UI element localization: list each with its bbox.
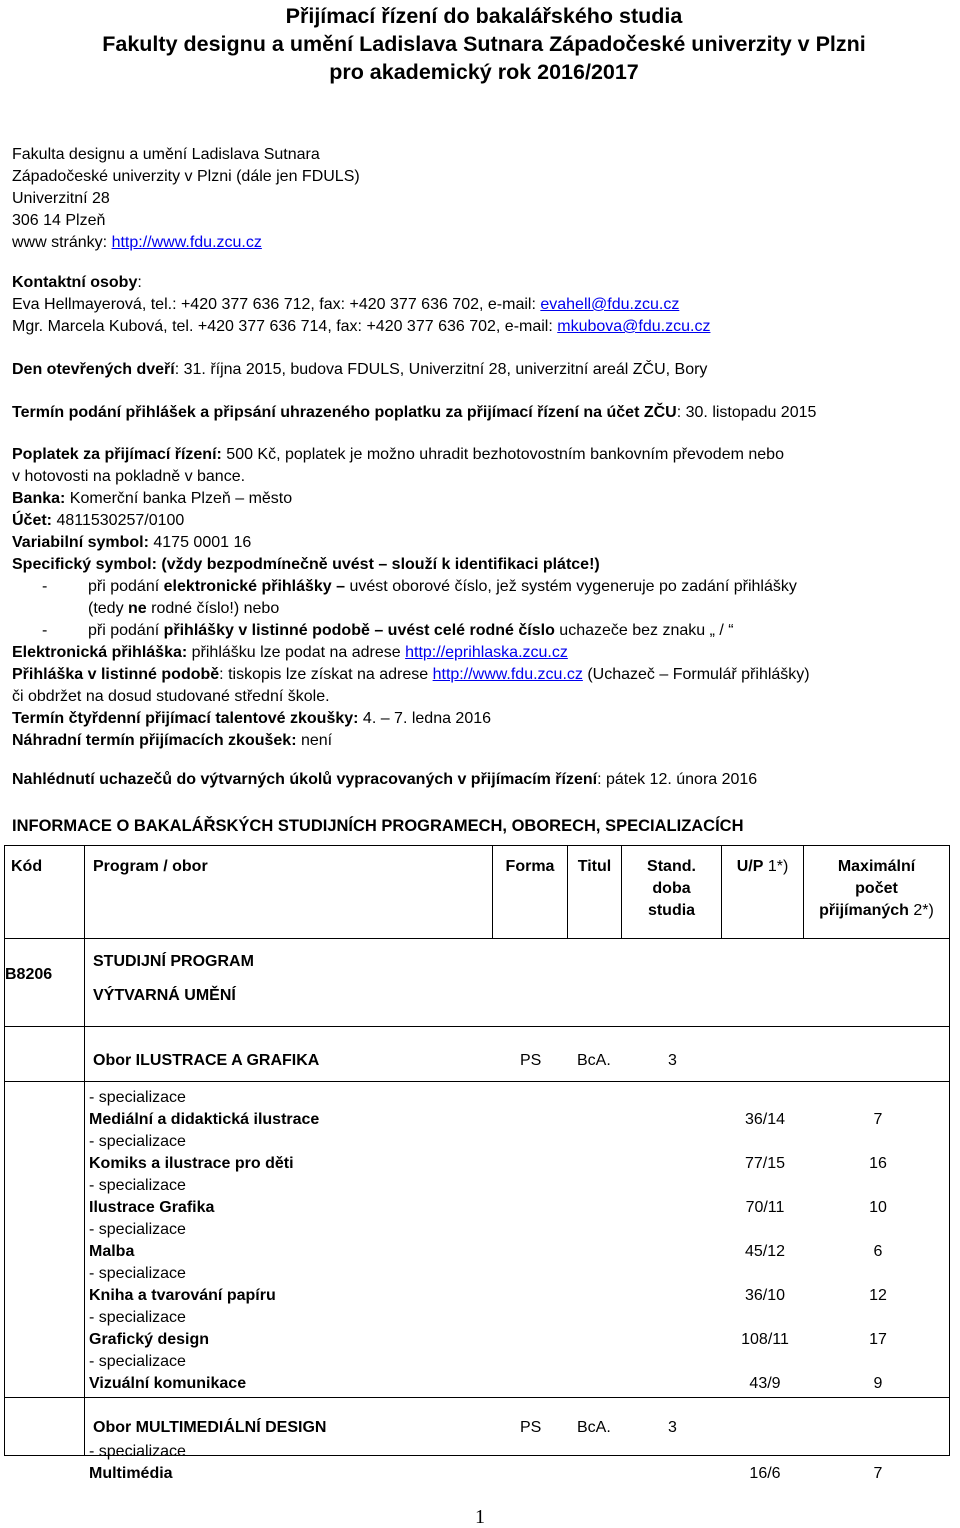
account-label: Účet:: [12, 512, 53, 529]
eprihlaska-link[interactable]: http://eprihlaska.zcu.cz: [405, 644, 568, 661]
alt-exam-line: [12, 730, 956, 752]
deadline-label: Termín podání přihlášek a připsání uhrazeného poplatku za přijímací řízení na účet ZČU: [12, 404, 677, 421]
contact-email-1[interactable]: evahell@fdu.zcu.cz: [540, 296, 680, 313]
text: rodné číslo!) nebo: [146, 600, 280, 617]
spec-row: [5, 1307, 950, 1351]
spec-label: - specializace: [89, 1443, 186, 1460]
web-link[interactable]: http://www.fdu.zcu.cz: [111, 234, 262, 251]
review-label: Nahlédnutí uchazečů do výtvarných úkolů vypracovaných v přijímacím řízení: [12, 771, 598, 788]
program-code: B8206: [5, 966, 53, 983]
exam-date: 4. – 7. ledna 2016: [358, 710, 492, 727]
text: uchazeče bez znaku „ / “: [554, 622, 734, 639]
contacts-heading: Kontaktní osoby: [12, 274, 138, 291]
header-max-l3-text: přijímaných: [819, 902, 909, 919]
fdu-link[interactable]: http://www.fdu.zcu.cz: [432, 666, 583, 683]
spec-row: [5, 1263, 950, 1307]
spec-label: - specializace: [89, 1309, 186, 1326]
obor1-doba: 3: [668, 1052, 677, 1069]
vs-label: Variabilní symbol:: [12, 534, 149, 551]
spec-up: 70/11: [745, 1199, 785, 1216]
fee-block: [12, 444, 956, 752]
contacts-block: [12, 272, 956, 338]
header-max-l1: Maximální: [837, 858, 916, 875]
contacts-colon: :: [137, 274, 142, 291]
paper-application-line-2: či obdržet na dosud studované střední škole.: [12, 688, 330, 705]
deadline-text: : 30. listopadu 2015: [676, 404, 817, 421]
program-title-1: STUDIJNÍ PROGRAM: [93, 953, 254, 970]
ss-item-1-text: [12, 576, 956, 598]
obor1-forma: PS: [520, 1052, 542, 1069]
contact-person-2: [12, 316, 956, 338]
open-day-text: : 31. října 2015, budova FDULS, Univerzitní 28, univerzitní areál ZČU, Bory: [174, 361, 708, 378]
header-max: [804, 846, 950, 939]
text-bold: ne: [128, 600, 147, 617]
alt-exam-label: Náhradní termín přijímacích zkoušek:: [12, 732, 297, 749]
account-value: 4811530257/0100: [52, 512, 185, 529]
bank-value: Komerční banka Plzeň – město: [65, 490, 293, 507]
spec-max: 7: [873, 1111, 883, 1128]
fee-text: 500 Kč, poplatek je možno uhradit bezhotovostním bankovním převodem nebo: [221, 446, 784, 463]
spec-label: - specializace: [89, 1353, 186, 1370]
deadline: [12, 402, 956, 424]
document-title: [12, 2, 956, 86]
fee-line-2: v hotovosti na pokladně v bance.: [12, 468, 246, 485]
vs-line: [12, 532, 956, 554]
spec-label: - specializace: [89, 1265, 186, 1282]
spec-row: [5, 1087, 950, 1131]
obor2-forma: PS: [520, 1419, 542, 1436]
table-body-row: [5, 939, 950, 1456]
spec-label: - specializace: [89, 1177, 186, 1194]
obor2-doba: 3: [668, 1419, 677, 1436]
review-text: : pátek 12. února 2016: [597, 771, 758, 788]
text: (Uchazeč – Formulář přihlášky): [582, 666, 810, 683]
dash: -: [42, 622, 48, 639]
spec-row: [5, 1219, 950, 1263]
header-kod: Kód: [5, 846, 85, 939]
title-line-1: Přijímací řízení do bakalářského studia: [285, 4, 683, 28]
header-up-label: U/P: [736, 858, 764, 875]
spec-name: Kniha a tvarování papíru: [89, 1287, 276, 1304]
address-line: Západočeské univerzity v Plzni (dále jen FDULS): [12, 168, 360, 185]
vs-value: 4175 0001 16: [148, 534, 252, 551]
spec-up: 45/12: [744, 1243, 786, 1260]
header-max-note: 2*): [908, 902, 934, 919]
fee-label: Poplatek za přijímací řízení:: [12, 446, 222, 463]
header-max-l3: [804, 900, 949, 922]
header-up-note: 1*): [763, 858, 789, 875]
ss-line: [12, 554, 956, 576]
spec-up: 43/9: [749, 1375, 781, 1392]
obor2-name: Obor MULTIMEDIÁLNÍ DESIGN: [93, 1419, 327, 1436]
spec-row: [5, 1351, 950, 1395]
review-line: [12, 769, 956, 791]
page-number: 1: [475, 1506, 485, 1528]
spec-name: Mediální a didaktická ilustrace: [89, 1111, 320, 1128]
spec-label: - specializace: [89, 1089, 186, 1106]
el-application-label: Elektronická přihláška:: [12, 644, 188, 661]
dash: -: [42, 578, 48, 595]
spec-name: Ilustrace Grafika: [89, 1199, 215, 1216]
header-max-l2: počet: [855, 880, 898, 897]
spec-name: Vizuální komunikace: [89, 1375, 247, 1392]
ss-item-2-text: [12, 620, 956, 642]
ss-item-1-text-2: [12, 598, 956, 620]
program-table: [4, 845, 950, 1482]
spec-max: 16: [869, 1155, 887, 1172]
table-header-row: [5, 846, 950, 939]
header-stand-l1: Stand.: [647, 858, 696, 875]
text: uvést oborové číslo: [349, 578, 488, 595]
spec-up: 36/14: [744, 1111, 786, 1128]
spec-name: Komiks a ilustrace pro děti: [89, 1155, 294, 1172]
header-program: Program / obor: [85, 846, 493, 939]
spec-name: Grafický design: [89, 1331, 210, 1348]
text: přihlášku lze podat na adrese: [187, 644, 406, 661]
title-line-2: Fakulty designu a umění Ladislava Sutnara Západočeské univerzity v Plzni: [102, 32, 866, 56]
specs-list-1: [5, 1087, 950, 1395]
open-day: [12, 359, 956, 381]
divider: [5, 1397, 950, 1398]
paper-application-label: Přihláška v listinné podobě: [12, 666, 220, 683]
program-cell: [85, 939, 950, 1482]
paper-application-line: [12, 664, 956, 686]
text-bold: elektronické přihlášky: [163, 578, 332, 595]
bank-label: Banka:: [12, 490, 66, 507]
contact-email-2[interactable]: mkubova@fdu.zcu.cz: [557, 318, 711, 335]
web-line: [12, 232, 956, 254]
spec-max: 9: [873, 1375, 883, 1392]
obor2-titul: BcA.: [577, 1419, 611, 1436]
spec-row: [5, 1175, 950, 1219]
obor1-name: Obor ILUSTRACE A GRAFIKA: [93, 1052, 320, 1069]
text: při podání: [88, 578, 164, 595]
address-line: Fakulta designu a umění Ladislava Sutnara: [12, 146, 320, 163]
account-line: [12, 510, 956, 532]
contact-person-1-text: Eva Hellmayerová, tel.: +420 377 636 712, fax: +420 377 636 702, e-mail:: [12, 296, 541, 313]
header-up: [722, 846, 804, 939]
exam-label: Termín čtyřdenní přijímací talentové zkoušky:: [12, 710, 359, 727]
spec-max: 12: [869, 1287, 887, 1304]
open-day-label: Den otevřených dveří: [12, 361, 175, 378]
ss-item-2: [12, 620, 956, 642]
contact-person-2-text: Mgr. Marcela Kubová, tel. +420 377 636 714, fax: +420 377 636 702, e-mail:: [12, 318, 558, 335]
spec-up: 108/11: [741, 1331, 789, 1348]
specs-list-2: [5, 1441, 950, 1485]
document-page: [12, 0, 956, 835]
text: při podání: [88, 622, 164, 639]
header-titul: Titul: [568, 846, 622, 939]
text-bold: přihlášky v listinné podobě – uvést celé rodné číslo: [163, 622, 555, 639]
ss-item-1: [12, 576, 956, 620]
address-line: Univerzitní 28: [12, 190, 110, 207]
contacts-heading-line: [12, 272, 956, 294]
header-stand-l2: doba: [652, 880, 691, 897]
spec-label: - specializace: [89, 1133, 186, 1150]
text-bold: –: [331, 578, 350, 595]
address-line: 306 14 Plzeň: [12, 212, 106, 229]
text: (tedy: [88, 600, 129, 617]
spec-name: Multimédia: [89, 1465, 173, 1482]
ss-value: (vždy bezpodmínečně uvést – slouží k identifikaci plátce!): [156, 556, 600, 573]
spec-row: [5, 1131, 950, 1175]
title-line-3: pro akademický rok 2016/2017: [329, 60, 639, 84]
obor1-titul: BcA.: [577, 1052, 611, 1069]
program-title-2: VÝTVARNÁ UMĚNÍ: [93, 987, 236, 1004]
ss-label: Specifický symbol:: [12, 556, 157, 573]
spec-up: 77/15: [744, 1155, 786, 1172]
spec-up: 16/6: [749, 1465, 781, 1482]
header-forma: Forma: [493, 846, 568, 939]
address-block: [12, 144, 956, 254]
header-stand: [622, 846, 722, 939]
spec-max: 10: [869, 1199, 887, 1216]
spec-label: - specializace: [89, 1221, 186, 1238]
exam-line: [12, 708, 956, 730]
text: , jež systém vygeneruje po zadání přihlášky: [487, 578, 797, 595]
spec-row: [5, 1441, 950, 1485]
spec-max: 6: [873, 1243, 883, 1260]
spec-max: 7: [873, 1465, 883, 1482]
spec-up: 36/10: [744, 1287, 786, 1304]
contact-person-1: [12, 294, 956, 316]
alt-exam-value: není: [296, 732, 333, 749]
spec-name: Malba: [89, 1243, 135, 1260]
web-label: www stránky:: [12, 234, 112, 251]
spec-max: 17: [869, 1331, 887, 1348]
header-stand-l3: studia: [647, 902, 696, 919]
divider: [5, 1081, 950, 1082]
fee-line: [12, 444, 956, 466]
text: : tiskopis lze získat na adrese: [219, 666, 433, 683]
bank-line: [12, 488, 956, 510]
el-application-line: [12, 642, 956, 664]
divider: [5, 1026, 950, 1027]
info-heading: INFORMACE O BAKALÁŘSKÝCH STUDIJNÍCH PROGRAMECH, OBORECH, SPECIALIZACÍCH: [12, 817, 744, 835]
